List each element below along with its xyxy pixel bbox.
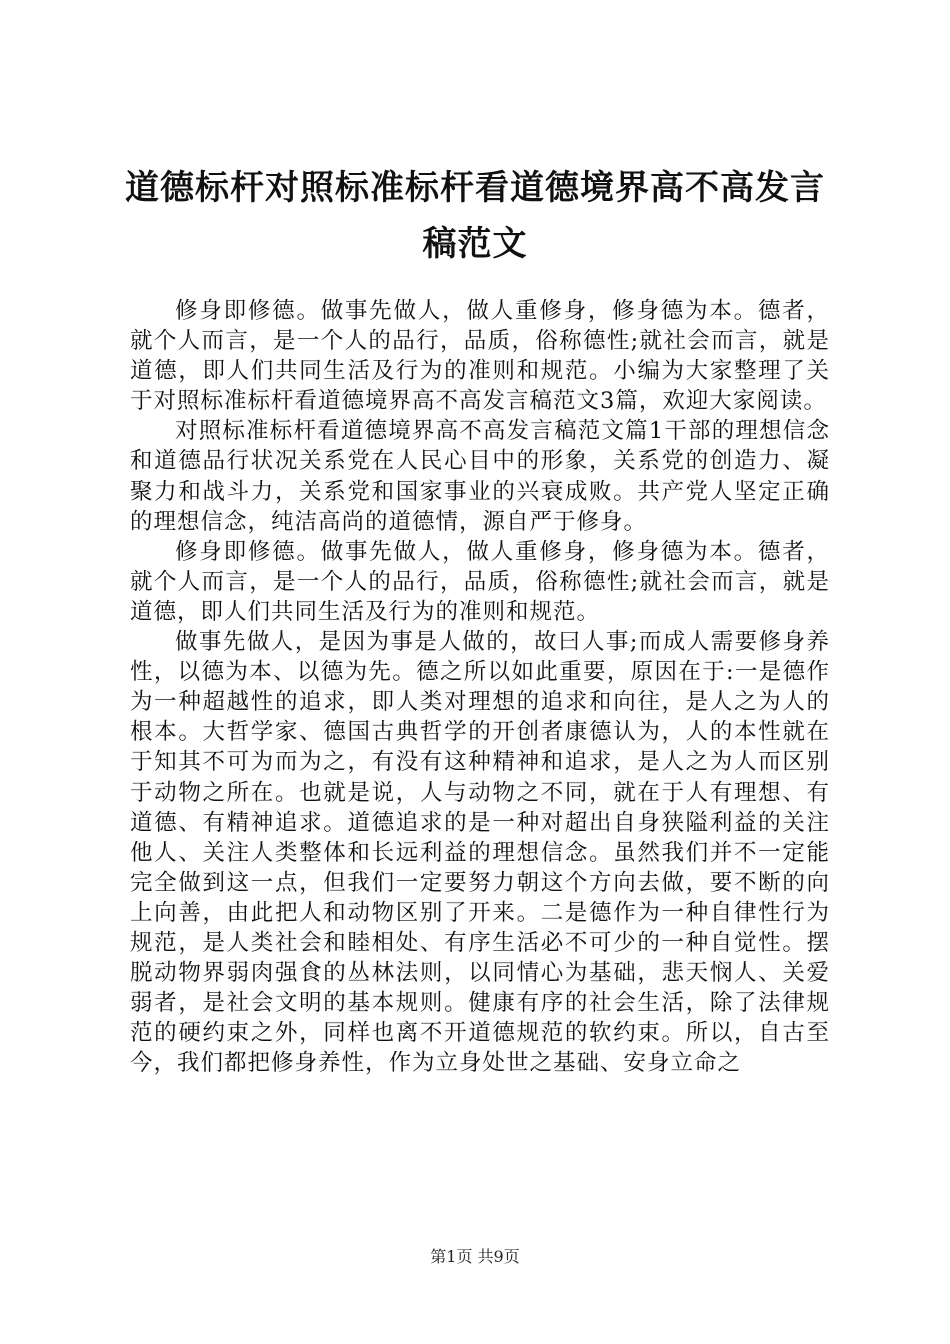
document-body [130, 296, 830, 1078]
paragraph: 对照标准标杆看道德境界高不高发言稿范文篇1干部的理想信念和道德品行状况关系党在人民心目中的形象，关系党的创造力、凝聚力和战斗力，关系党和国家事业的兴衰成败。共产党人坚定正确的理想信念，纯洁高尚的道德情，源自严于修身。 [130, 418, 830, 535]
page-footer: 第1页 共9页 [430, 1247, 520, 1266]
paragraph: 修身即修德。做事先做人，做人重修身，修身德为本。德者，就个人而言，是一个人的品行，品质，俗称德性;就社会而言，就是道德，即人们共同生活及行为的准则和规范。 [130, 538, 830, 625]
document-title-line1: 道德标杆对照标准标杆看道德境界高不高发言 [125, 168, 825, 208]
paragraph: 修身即修德。做事先做人，做人重修身，修身德为本。德者，就个人而言，是一个人的品行，品质，俗称德性;就社会而言，就是道德，即人们共同生活及行为的准则和规范。小编为大家整理了关于对照标准标杆看道德境界高不高发言稿范文3篇，欢迎大家阅读。 [130, 298, 830, 415]
document-title-line2: 稿范文 [422, 224, 528, 264]
paragraph: 做事先做人，是因为事是人做的，故曰人事;而成人需要修身养性，以德为本、以德为先。德之所以如此重要，原因在于:一是德作为一种超越性的追求，即人类对理想的追求和向往，是人之为人的根本。大哲学家、德国古典哲学的开创者康德认为，人的本性就在于知其不可为而为之，有没有这种精神和追求，是人之为人而区别于动物之所在。也就是说，人与动物之不同，就在于人有理想、有道德、有精神追求。道德追求的是一种对超出自身狭隘利益的关注他人、关注人类整体和长远利益的理想信念。虽然我们并不一定能完全做到这一点，但我们一定要努力朝这个方向去做，要不断的向上向善，由此把人和动物区别了开来。二是德作为一种自律性行为规范，是人类社会和睦相处、有序生活必不可少的一种自觉性。摆脱动物界弱肉强食的丛林法则，以同情心为基础，悲天悯人、关爱弱者，是社会文明的基本规则。健康有序的社会生活，除了法律规范的硬约束之外，同样也离不开道德规范的软约束。所以，自古至今，我们都把修身养性，作为立身处世之基础、安身立命之 [130, 629, 830, 1077]
